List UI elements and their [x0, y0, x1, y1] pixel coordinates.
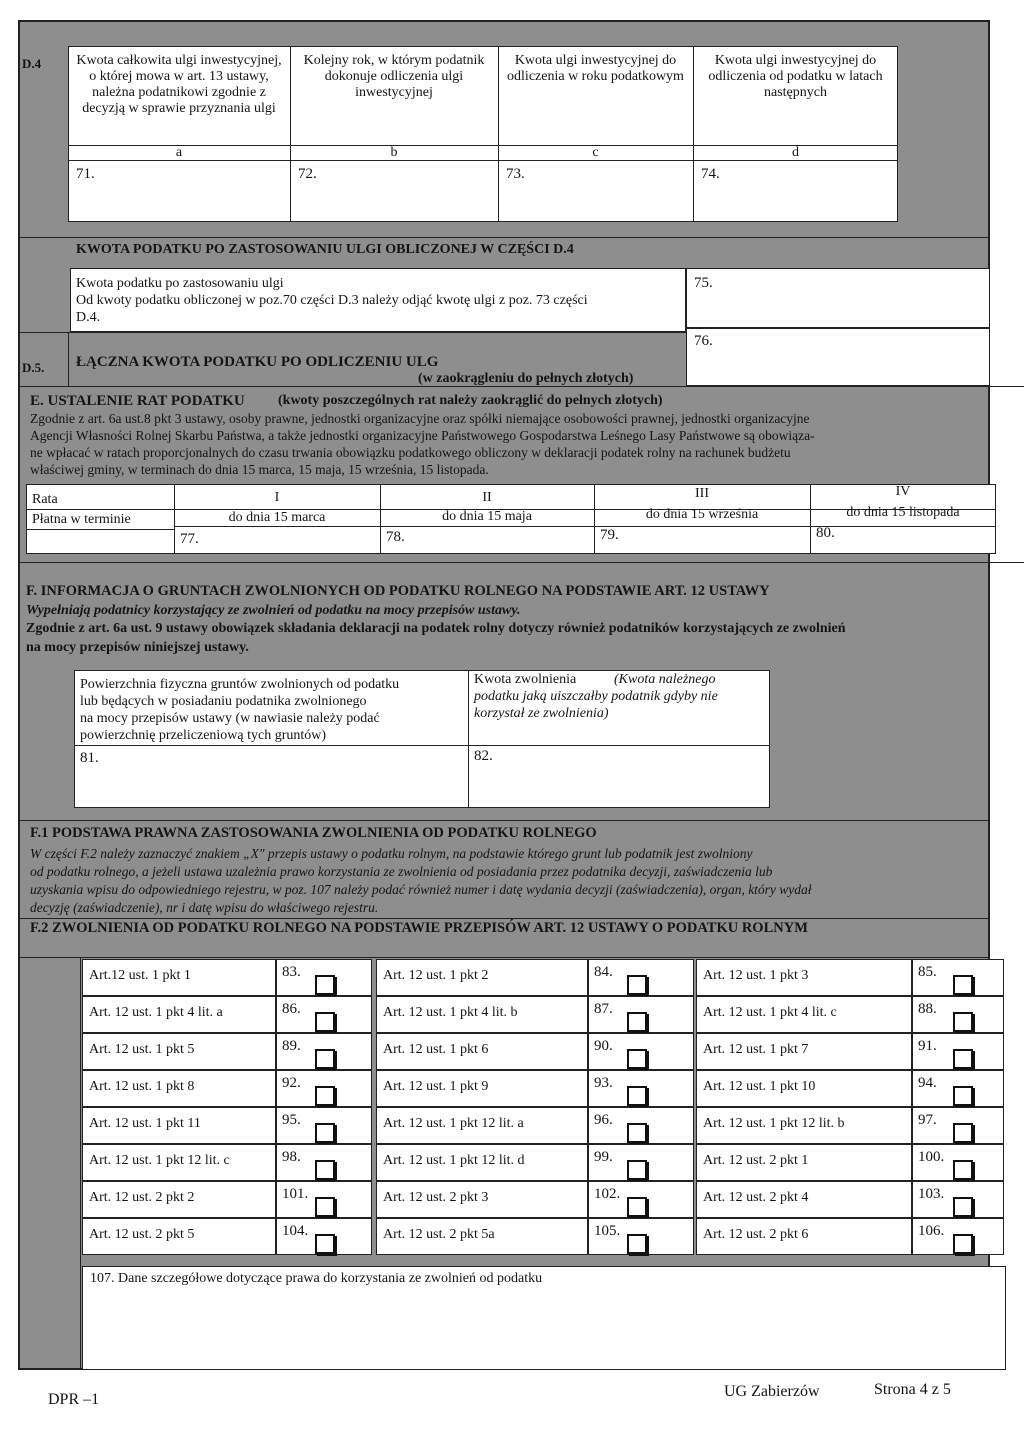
exempt-area-header-1: Powierzchnia fizyczna gruntów zwolnionych od podatku	[80, 677, 400, 692]
exemption-label-cell	[696, 1033, 912, 1070]
exemption-label: Art. 12 ust. 2 pkt 5a	[383, 1227, 495, 1242]
exemption-checkbox[interactable]	[315, 1086, 335, 1106]
exemption-field-number: 91.	[918, 1038, 937, 1054]
divider	[468, 670, 469, 808]
exemption-checkbox-cell	[588, 1218, 694, 1255]
exemption-checkbox-cell	[588, 1144, 694, 1181]
exemption-field-number: 90.	[594, 1038, 613, 1054]
exemption-checkbox-cell	[588, 1033, 694, 1070]
d4-letter-d: d	[792, 145, 799, 160]
exemption-label: Art. 12 ust. 1 pkt 6	[383, 1042, 489, 1057]
exemption-label: Art. 12 ust. 2 pkt 4	[703, 1190, 809, 1205]
exemption-checkbox[interactable]	[627, 1049, 647, 1069]
office-name: UG Zabierzów	[724, 1383, 820, 1400]
exemption-checkbox[interactable]	[953, 975, 973, 995]
exemption-label-cell	[376, 1107, 588, 1144]
exemption-field-number: 99.	[594, 1149, 613, 1165]
section-f2-title: F.2 ZWOLNIENIA OD PODATKU ROLNEGO NA PODSTAWIE PRZEPISÓW ART. 12 USTAWY O PODATKU ROLNYM	[30, 920, 808, 936]
exemption-field-number: 105.	[594, 1223, 621, 1239]
d4-letter-a: a	[175, 145, 183, 160]
exemption-label: Art. 12 ust. 2 pkt 5	[89, 1227, 195, 1242]
exemption-field-number: 104.	[282, 1223, 309, 1239]
exemption-checkbox-cell	[276, 996, 372, 1033]
exemption-label: Art. 12 ust. 1 pkt 3	[703, 968, 809, 983]
exemption-checkbox-cell	[276, 1218, 372, 1255]
exemption-checkbox-cell	[912, 1070, 1004, 1107]
exemption-field-number: 85.	[918, 964, 937, 980]
exemption-checkbox-cell	[276, 1070, 372, 1107]
exemption-field-number: 92.	[282, 1075, 301, 1091]
exemption-label: Art. 12 ust. 2 pkt 6	[703, 1227, 809, 1242]
exemption-label-cell	[696, 1107, 912, 1144]
divider	[18, 332, 690, 333]
field-73[interactable]: 73.	[506, 166, 525, 182]
exempt-amount-header: Kwota zwolnienia	[474, 672, 577, 687]
exemption-label-cell	[696, 996, 912, 1033]
divider	[26, 529, 174, 530]
section-f-title: F. INFORMACJA O GRUNTACH ZWOLNIONYCH OD PODATKU ROLNEGO NA PODSTAWIE ART. 12 USTAWY	[26, 583, 770, 599]
exemption-label-cell	[696, 959, 912, 996]
exemption-label: Art. 12 ust. 1 pkt 11	[89, 1116, 201, 1131]
divider	[68, 332, 69, 386]
divider	[80, 957, 81, 1370]
exemption-checkbox-cell	[912, 1218, 1004, 1255]
d4-letter-c: c	[592, 145, 599, 160]
section-f-note-1: Zgodnie z art. 6a ust. 9 ustawy obowiązek składania deklaracji na podatek rolny dotyczy również podatników korzystających ze zwolnień	[26, 621, 846, 636]
exemption-label-cell	[376, 996, 588, 1033]
exempt-area-header-4: powierzchnię przeliczeniową tych gruntów)	[80, 728, 327, 743]
exemption-checkbox-cell	[588, 959, 694, 996]
row-rata-label: Rata	[32, 492, 58, 507]
divider	[18, 237, 990, 238]
exemption-label-cell	[376, 1033, 588, 1070]
exemption-checkbox[interactable]	[953, 1197, 973, 1217]
exemption-checkbox[interactable]	[953, 1123, 973, 1143]
exemption-checkbox[interactable]	[953, 1234, 973, 1254]
exempt-amount-note-2: podatku jaką uiszczałby podatnik gdyby nie	[474, 689, 718, 704]
exemption-checkbox[interactable]	[627, 1197, 647, 1217]
exemption-label: Art. 12 ust. 1 pkt 12 lit. a	[383, 1116, 524, 1131]
exemption-label-cell	[696, 1181, 912, 1218]
section-e-text-1: Zgodnie z art. 6a ust.8 pkt 3 ustawy, osoby prawne, jednostki organizacyjne oraz spółki niemające osobowości prawnej, jednostki organizacyjne	[30, 411, 810, 426]
field-71[interactable]: 71.	[76, 166, 95, 182]
field-82[interactable]: 82.	[474, 748, 493, 764]
exemption-label: Art. 12 ust. 1 pkt 4 lit. b	[383, 1005, 518, 1020]
exemption-label: Art. 12 ust. 1 pkt 12 lit. d	[383, 1153, 525, 1168]
exemption-label: Art. 12 ust. 1 pkt 8	[89, 1079, 195, 1094]
exemption-checkbox-cell	[912, 1107, 1004, 1144]
exemption-field-number: 98.	[282, 1149, 301, 1165]
exemption-field-number: 93.	[594, 1075, 613, 1091]
section-d5-subtitle: (w zaokrągleniu do pełnych złotych)	[418, 371, 634, 386]
exemption-checkbox-cell	[912, 1144, 1004, 1181]
exemption-field-number: 84.	[594, 964, 613, 980]
page-number: Strona 4 z 5	[874, 1381, 951, 1398]
d4-divider	[498, 46, 499, 222]
exemption-label: Art. 12 ust. 1 pkt 12 lit. b	[703, 1116, 845, 1131]
exemption-checkbox[interactable]	[627, 1160, 647, 1180]
exemption-field-number: 103.	[918, 1186, 945, 1202]
tax-after-relief-title: KWOTA PODATKU PO ZASTOSOWANIU ULGI OBLICZONEJ W CZĘŚCI D.4	[76, 242, 574, 257]
exemption-label: Art.12 ust. 1 pkt 1	[89, 968, 191, 983]
section-e-text-4: właściwej gminy, w terminach do dnia 15 marca, 15 maja, 15 września, 15 listopada.	[30, 462, 489, 477]
exemption-label: Art. 12 ust. 1 pkt 7	[703, 1042, 809, 1057]
exemption-checkbox-cell	[276, 1033, 372, 1070]
installment-2-deadline: do dnia 15 maja	[442, 509, 532, 524]
exemption-field-number: 87.	[594, 1001, 613, 1017]
exempt-amount-note-3: korzystał ze zwolnienia)	[474, 706, 609, 721]
field-74[interactable]: 74.	[701, 166, 720, 182]
tax-after-relief-line1: Kwota podatku po zastosowaniu ulgi	[76, 276, 284, 291]
exemption-checkbox[interactable]	[627, 1234, 647, 1254]
exemption-checkbox-cell	[912, 1033, 1004, 1070]
exemption-checkbox[interactable]	[627, 1123, 647, 1143]
field-77[interactable]: 77.	[180, 531, 199, 547]
field-72[interactable]: 72.	[298, 166, 317, 182]
divider	[18, 957, 990, 958]
exemption-checkbox-cell	[588, 1181, 694, 1218]
installment-3-deadline: do dnia 15 września	[645, 507, 759, 522]
exemption-label: Art. 12 ust. 1 pkt 12 lit. c	[89, 1153, 230, 1168]
exemption-label-cell	[82, 996, 276, 1033]
divider	[174, 526, 996, 527]
exemption-checkbox-cell	[588, 1107, 694, 1144]
exemption-label-cell	[696, 1218, 912, 1255]
installment-3-num: III	[695, 486, 709, 501]
section-e-text-2: Agencji Własności Rolnej Skarbu Państwa, a także jednostki organizacyjne Państwowego Gospodarstwa Leśnego Lasy Państwowe są obowiąza-	[30, 428, 815, 443]
exemption-label-cell	[696, 1070, 912, 1107]
d4-header-a: Kwota całkowita ulgi inwestycyjnej, o której mowa w art. 13 ustawy, należna podatnikowi zgodnie z decyzją w sprawie przyznania ulgi	[76, 53, 282, 116]
field-75-box[interactable]	[686, 268, 990, 328]
exemption-checkbox[interactable]	[315, 1049, 335, 1069]
field-107-label: 107. Dane szczegółowe dotyczące prawa do korzystania ze zwolnień od podatku	[90, 1271, 543, 1286]
exemption-checkbox[interactable]	[627, 975, 647, 995]
exempt-amount-note-1: (Kwota należnego	[614, 672, 716, 687]
exemption-checkbox[interactable]	[953, 1160, 973, 1180]
exemption-label-cell	[376, 1218, 588, 1255]
field-76-box[interactable]	[686, 328, 990, 386]
exemption-checkbox-cell	[912, 996, 1004, 1033]
field-75[interactable]: 75.	[694, 275, 713, 291]
divider	[18, 386, 1024, 387]
installment-1-deadline: do dnia 15 marca	[228, 510, 326, 525]
exemption-label-cell	[82, 1218, 276, 1255]
section-e-text-3: ne wpłacać w ratach proporcjonalnych do czasu trwania obowiązku podatkowego obliczony w deklaracji podatek rolny na rachunek budżetu	[30, 445, 791, 460]
exemption-label: Art. 12 ust. 1 pkt 4 lit. a	[89, 1005, 223, 1020]
section-f-note-2: na mocy przepisów niniejszej ustawy.	[26, 640, 249, 655]
exemption-label-cell	[82, 1181, 276, 1218]
field-76[interactable]: 76.	[694, 333, 713, 349]
exemption-field-number: 95.	[282, 1112, 301, 1128]
section-d5-label: D.5.	[22, 360, 45, 375]
installment-2-num: II	[482, 490, 492, 505]
exemption-field-number: 106.	[918, 1223, 945, 1239]
divider	[18, 918, 990, 919]
exemption-label-cell	[696, 1144, 912, 1181]
d4-header-c: Kwota ulgi inwestycyjnej do odliczenia w roku podatkowym	[507, 53, 684, 84]
exemption-checkbox-cell	[912, 1181, 1004, 1218]
exemption-label-cell	[82, 1107, 276, 1144]
exemption-field-number: 83.	[282, 964, 301, 980]
exemption-checkbox-cell	[276, 1107, 372, 1144]
exemption-field-number: 100.	[918, 1149, 945, 1165]
section-f1-title: F.1 PODSTAWA PRAWNA ZASTOSOWANIA ZWOLNIENIA OD PODATKU ROLNEGO	[30, 825, 597, 841]
exemption-label-cell	[376, 959, 588, 996]
exemption-label-cell	[82, 1144, 276, 1181]
exemption-checkbox-cell	[588, 1070, 694, 1107]
section-f1-text-1: W części F.2 należy zaznaczyć znakiem „X" przepis ustawy o podatku rolnym, na podstawie którego grunt lub podatnik jest zwolniony	[30, 846, 753, 861]
exemption-checkbox[interactable]	[315, 1123, 335, 1143]
exemption-checkbox[interactable]	[315, 1197, 335, 1217]
section-d5-title: ŁĄCZNA KWOTA PODATKU PO ODLICZENIU ULG	[76, 354, 439, 370]
exemption-field-number: 96.	[594, 1112, 613, 1128]
exemption-checkbox[interactable]	[315, 1012, 335, 1032]
exempt-area-header-2: lub będących w posiadaniu podatnika zwolnionego	[80, 694, 367, 709]
field-78[interactable]: 78.	[386, 529, 405, 545]
installment-1-num: I	[274, 490, 280, 505]
exemption-label-cell	[82, 1070, 276, 1107]
exemption-label: Art. 12 ust. 1 pkt 9	[383, 1079, 489, 1094]
exemption-label: Art. 12 ust. 1 pkt 10	[703, 1079, 816, 1094]
divider	[18, 820, 990, 821]
exemption-field-number: 89.	[282, 1038, 301, 1054]
exemption-field-number: 86.	[282, 1001, 301, 1017]
exemption-checkbox[interactable]	[953, 1086, 973, 1106]
d4-header-b: Kolejny rok, w którym podatnik dokonuje odliczenia ulgi inwestycyjnej	[303, 53, 485, 100]
section-f1-text-2: od podatku rolnego, a jeżeli ustawa uzależnia prawo korzystania ze zwolnienia od posiadania przez podatnika decyzji, zaświadczenia lub	[30, 864, 773, 879]
exemption-label: Art. 12 ust. 1 pkt 4 lit. c	[703, 1005, 837, 1020]
tax-after-relief-line2: Od kwoty podatku obliczonej w poz.70 części D.3 należy odjąć kwotę ulgi z poz. 73 części	[76, 293, 588, 308]
form-code: DPR –1	[48, 1391, 100, 1408]
exempt-area-header-3: na mocy przepisów ustawy (w nawiasie należy podać	[80, 711, 380, 726]
tax-after-relief-line3: D.4.	[76, 310, 101, 325]
section-e-title-note: (kwoty poszczególnych rat należy zaokrąglić do pełnych złotych)	[278, 393, 663, 408]
exemption-field-number: 97.	[918, 1112, 937, 1128]
exemption-field-number: 102.	[594, 1186, 621, 1202]
exemption-checkbox[interactable]	[627, 1086, 647, 1106]
installment-4-deadline: do dnia 15 listopada	[846, 505, 960, 520]
exemption-label-cell	[376, 1070, 588, 1107]
exemption-label: Art. 12 ust. 2 pkt 1	[703, 1153, 809, 1168]
exemption-checkbox[interactable]	[953, 1049, 973, 1069]
exemption-checkbox[interactable]	[315, 1234, 335, 1254]
exemption-label-cell	[376, 1144, 588, 1181]
exemption-label: Art. 12 ust. 2 pkt 3	[383, 1190, 489, 1205]
exemption-label-cell	[82, 1033, 276, 1070]
exemption-checkbox[interactable]	[315, 975, 335, 995]
section-d4-label: D.4	[22, 56, 42, 71]
exemption-label: Art. 12 ust. 1 pkt 5	[89, 1042, 195, 1057]
exemption-checkbox-cell	[276, 1144, 372, 1181]
section-f1-text-4: decyzję (zaświadczenie), nr i datę wpisu do właściwego rejestru.	[30, 900, 379, 915]
exemption-field-number: 88.	[918, 1001, 937, 1017]
installment-4-num: IV	[895, 484, 911, 499]
d4-letter-b: b	[390, 145, 398, 160]
section-f-subtitle: Wypełniają podatnicy korzystający ze zwolnień od podatku na mocy przepisów ustawy.	[26, 603, 521, 618]
field-81[interactable]: 81.	[80, 750, 99, 766]
divider	[18, 562, 1024, 563]
d4-header-d: Kwota ulgi inwestycyjnej do odliczenia od podatku w latach następnych	[708, 53, 883, 100]
row-termin-label: Płatna w terminie	[32, 512, 131, 527]
exemption-field-number: 101.	[282, 1186, 309, 1202]
exemption-checkbox-cell	[276, 959, 372, 996]
exemption-checkbox[interactable]	[627, 1012, 647, 1032]
d4-divider	[290, 46, 291, 222]
exemption-checkbox[interactable]	[315, 1160, 335, 1180]
field-79[interactable]: 79.	[600, 527, 619, 543]
exemption-label: Art. 12 ust. 1 pkt 2	[383, 968, 489, 983]
section-f1-text-3: uzyskania wpisu do odpowiedniego rejestru, w poz. 107 należy podać również numer i datę wydania decyzji (zaświadczenia), organ, który wydał	[30, 882, 812, 897]
exemption-label: Art. 12 ust. 2 pkt 2	[89, 1190, 195, 1205]
exemption-field-number: 94.	[918, 1075, 937, 1091]
exemption-checkbox-cell	[912, 959, 1004, 996]
exemption-checkbox-cell	[276, 1181, 372, 1218]
divider	[74, 745, 770, 746]
field-80[interactable]: 80.	[816, 525, 835, 541]
exemption-checkbox-cell	[588, 996, 694, 1033]
exemption-label-cell	[82, 959, 276, 996]
exemption-checkbox[interactable]	[953, 1012, 973, 1032]
exemption-label-cell	[376, 1181, 588, 1218]
section-e-title: E. USTALENIE RAT PODATKU	[30, 393, 245, 409]
d4-divider	[693, 46, 694, 222]
